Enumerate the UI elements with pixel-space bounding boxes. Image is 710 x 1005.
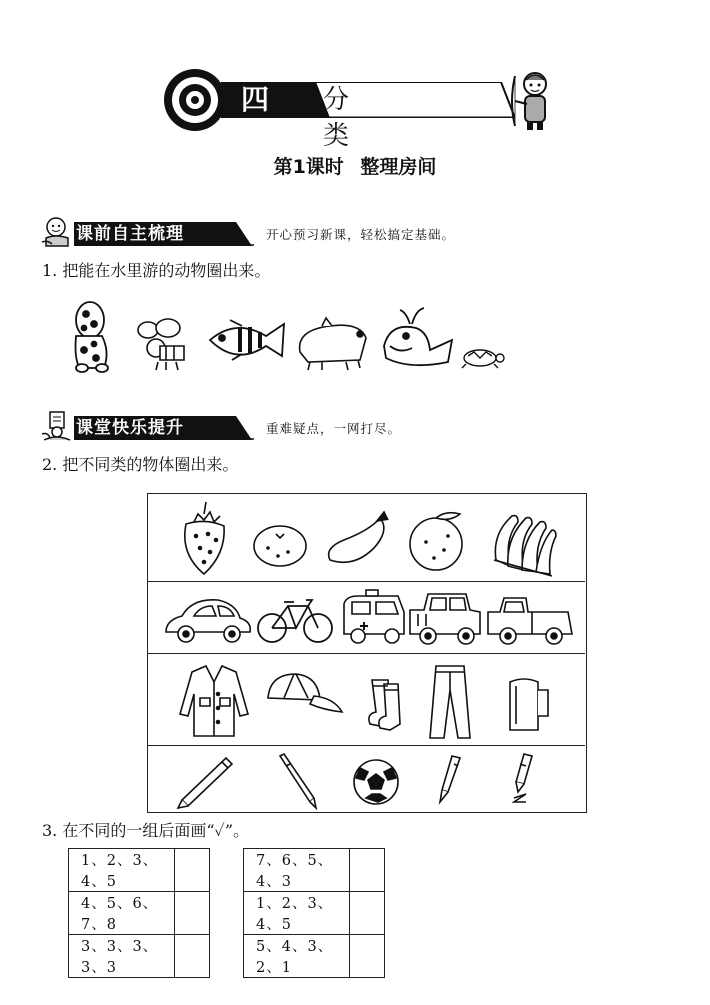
number-table-left bbox=[68, 848, 210, 978]
number-sequence: 1、2、3、4、5 bbox=[69, 849, 175, 892]
pig-icon bbox=[300, 318, 366, 370]
brush-pen-icon bbox=[514, 754, 532, 802]
answer-cell[interactable] bbox=[350, 849, 385, 892]
turtle-icon bbox=[462, 350, 504, 368]
answer-cell[interactable] bbox=[350, 935, 385, 978]
table-row bbox=[69, 892, 210, 935]
fish-icon bbox=[210, 320, 284, 360]
section-header-preview bbox=[38, 216, 498, 248]
bee-icon bbox=[138, 319, 184, 370]
number-sequence: 5、4、3、2、1 bbox=[244, 935, 350, 978]
section-header-practice bbox=[38, 410, 498, 442]
answer-cell[interactable] bbox=[175, 849, 210, 892]
vehicle-row bbox=[148, 582, 585, 654]
question-3: 3. 在不同的一组后面画“✓”。 bbox=[42, 821, 250, 840]
section-tagline: 重难疑点，一网打尽。 bbox=[266, 421, 402, 436]
chapter-banner bbox=[163, 68, 563, 151]
mug-icon bbox=[510, 679, 548, 730]
car-icon bbox=[166, 600, 250, 642]
number-sequence: 1、2、3、4、5 bbox=[244, 892, 350, 935]
section-tagline: 开心预习新课，轻松搞定基础。 bbox=[266, 227, 456, 242]
strawberry-icon bbox=[185, 502, 224, 574]
number-sequence: 7、6、5、4、3 bbox=[244, 849, 350, 892]
stationery-row bbox=[148, 746, 585, 812]
cap-icon bbox=[268, 674, 342, 712]
shirt-icon bbox=[180, 666, 248, 736]
jeep-icon bbox=[410, 594, 480, 644]
section-label: 课堂快乐提升 bbox=[76, 418, 184, 438]
lesson-title: 第1课时 整理房间 bbox=[273, 156, 437, 178]
number-table-right bbox=[243, 848, 385, 978]
table-row bbox=[69, 935, 210, 978]
pen-icon bbox=[280, 754, 316, 808]
table-row bbox=[244, 849, 385, 892]
orange-icon bbox=[410, 513, 462, 570]
table-row bbox=[69, 849, 210, 892]
eggplant-icon bbox=[329, 512, 388, 562]
cartoon-mascot-book-icon bbox=[38, 410, 78, 442]
answer-cell[interactable] bbox=[175, 935, 210, 978]
dog-icon bbox=[76, 302, 109, 372]
number-sequence: 3、3、3、3、3 bbox=[69, 935, 175, 978]
mascot-archer-icon bbox=[507, 68, 563, 132]
fountain-pen-icon bbox=[440, 756, 460, 802]
chapter-title: 分类 bbox=[323, 85, 402, 151]
ambulance-icon bbox=[344, 590, 404, 643]
fruit-row bbox=[148, 494, 585, 582]
soccer-ball-icon bbox=[354, 760, 398, 804]
whale-icon bbox=[384, 308, 452, 365]
answer-cell[interactable] bbox=[175, 892, 210, 935]
bicycle-icon bbox=[258, 600, 332, 642]
truck-icon bbox=[488, 598, 572, 644]
question-1: 1. 把能在水里游的动物圈出来。 bbox=[42, 261, 271, 280]
chapter-number: 四 bbox=[240, 83, 269, 116]
number-sequence: 4、5、6、7、8 bbox=[69, 892, 175, 935]
table-row bbox=[244, 935, 385, 978]
pencil-icon bbox=[178, 758, 232, 808]
question-2: 2. 把不同类的物体圈出来。 bbox=[42, 455, 239, 474]
socks-icon bbox=[369, 680, 400, 730]
cartoon-mascot-icon bbox=[38, 216, 78, 248]
section-label: 课前自主梳理 bbox=[76, 224, 184, 244]
answer-cell[interactable] bbox=[350, 892, 385, 935]
tangerine-icon bbox=[254, 526, 306, 566]
table-row bbox=[244, 892, 385, 935]
clothing-row bbox=[148, 654, 585, 746]
banana-icon bbox=[494, 516, 556, 576]
trousers-icon bbox=[430, 666, 470, 738]
animals-row bbox=[60, 300, 510, 380]
objects-grid bbox=[147, 493, 587, 813]
